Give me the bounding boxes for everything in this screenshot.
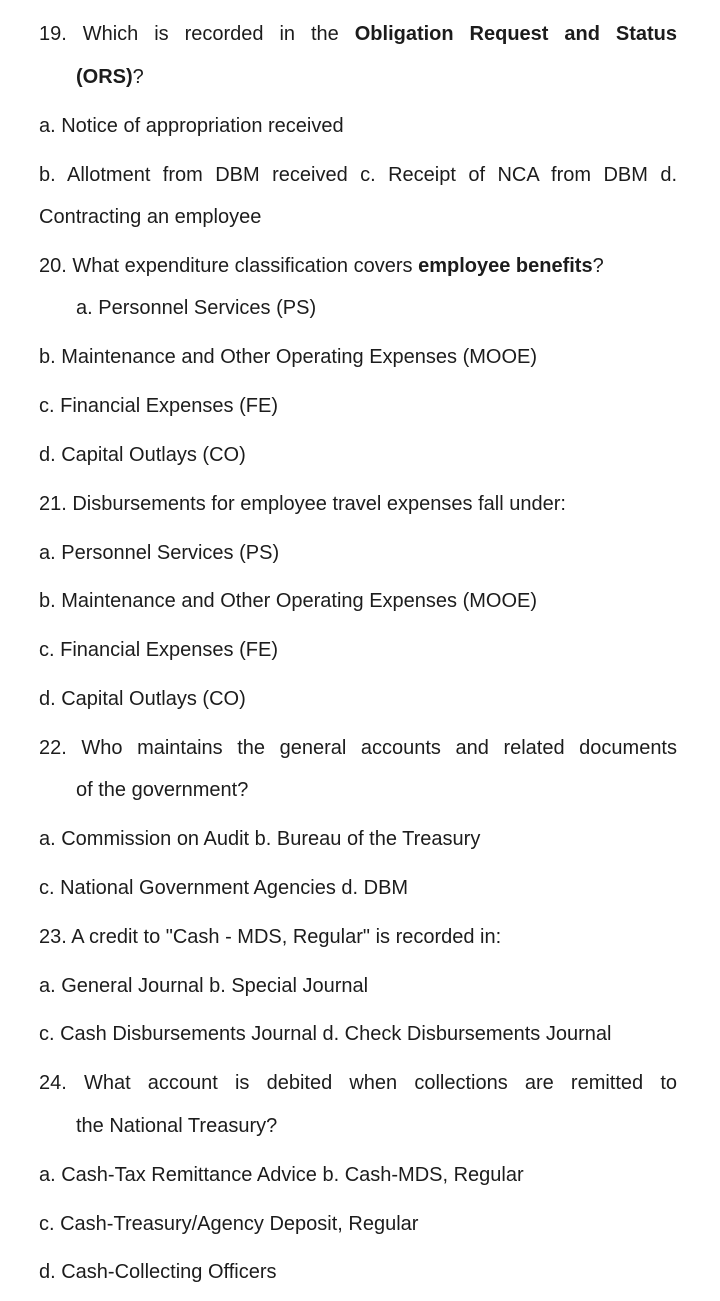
q19-stem-bold: Obligation Request and Status bbox=[354, 23, 677, 45]
q20-stem-bold: employee benefits bbox=[418, 255, 593, 277]
q21-option-b: b. Maintenance and Other Operating Expenses (MOOE) bbox=[39, 590, 538, 612]
q19-stem-continuation bbox=[76, 65, 677, 89]
q24-stem-continuation: the National Treasury? bbox=[76, 1115, 278, 1137]
q20-stem-text: 20. What expenditure classification covers bbox=[39, 255, 413, 277]
q22-stem: 22. Who maintains the general accounts and related documents bbox=[39, 737, 677, 759]
q21-option-d: d. Capital Outlays (CO) bbox=[39, 688, 246, 710]
q19-stem-cont-punct: ? bbox=[132, 66, 144, 88]
q23-options-cd: c. Cash Disbursements Journal d. Check Disbursements Journal bbox=[39, 1023, 612, 1045]
q19-options-bcd: b. Allotment from DBM received c. Receipt of NCA from DBM d. bbox=[39, 164, 677, 186]
q24-option-c: c. Cash-Treasury/Agency Deposit, Regular bbox=[39, 1213, 419, 1235]
q22-options-cd: c. National Government Agencies d. DBM bbox=[39, 877, 409, 899]
q22-options-ab: a. Commission on Audit b. Bureau of the Treasury bbox=[39, 828, 481, 850]
q21-stem: 21. Disbursements for employee travel expenses fall under: bbox=[39, 493, 566, 515]
q21-option-a: a. Personnel Services (PS) bbox=[39, 542, 280, 564]
q23-stem: 23. A credit to "Cash - MDS, Regular" is recorded in: bbox=[39, 926, 502, 948]
q21-option-c: c. Financial Expenses (FE) bbox=[39, 639, 278, 661]
q20-option-d: d. Capital Outlays (CO) bbox=[39, 444, 246, 466]
q24-options-ab: a. Cash-Tax Remittance Advice b. Cash-MDS, Regular bbox=[39, 1164, 524, 1186]
q19-option-d-cont: Contracting an employee bbox=[39, 206, 262, 228]
q24-stem: 24. What account is debited when collections are remitted to bbox=[39, 1072, 677, 1094]
q20-option-a: a. Personnel Services (PS) bbox=[76, 297, 317, 319]
q24-option-d: d. Cash-Collecting Officers bbox=[39, 1261, 277, 1283]
q19-stem-text: 19. Which is recorded in the bbox=[39, 23, 339, 45]
q20-option-c: c. Financial Expenses (FE) bbox=[39, 395, 278, 417]
q23-options-ab: a. General Journal b. Special Journal bbox=[39, 975, 369, 997]
q20-stem-punct: ? bbox=[592, 255, 604, 277]
q19-option-a: a. Notice of appropriation received bbox=[39, 115, 344, 137]
q22-stem-continuation: of the government? bbox=[76, 779, 249, 801]
q20-stem bbox=[39, 254, 677, 278]
q19-stem bbox=[39, 22, 677, 46]
q20-option-b: b. Maintenance and Other Operating Expenses (MOOE) bbox=[39, 346, 538, 368]
q19-stem-cont-bold: (ORS) bbox=[76, 66, 133, 88]
